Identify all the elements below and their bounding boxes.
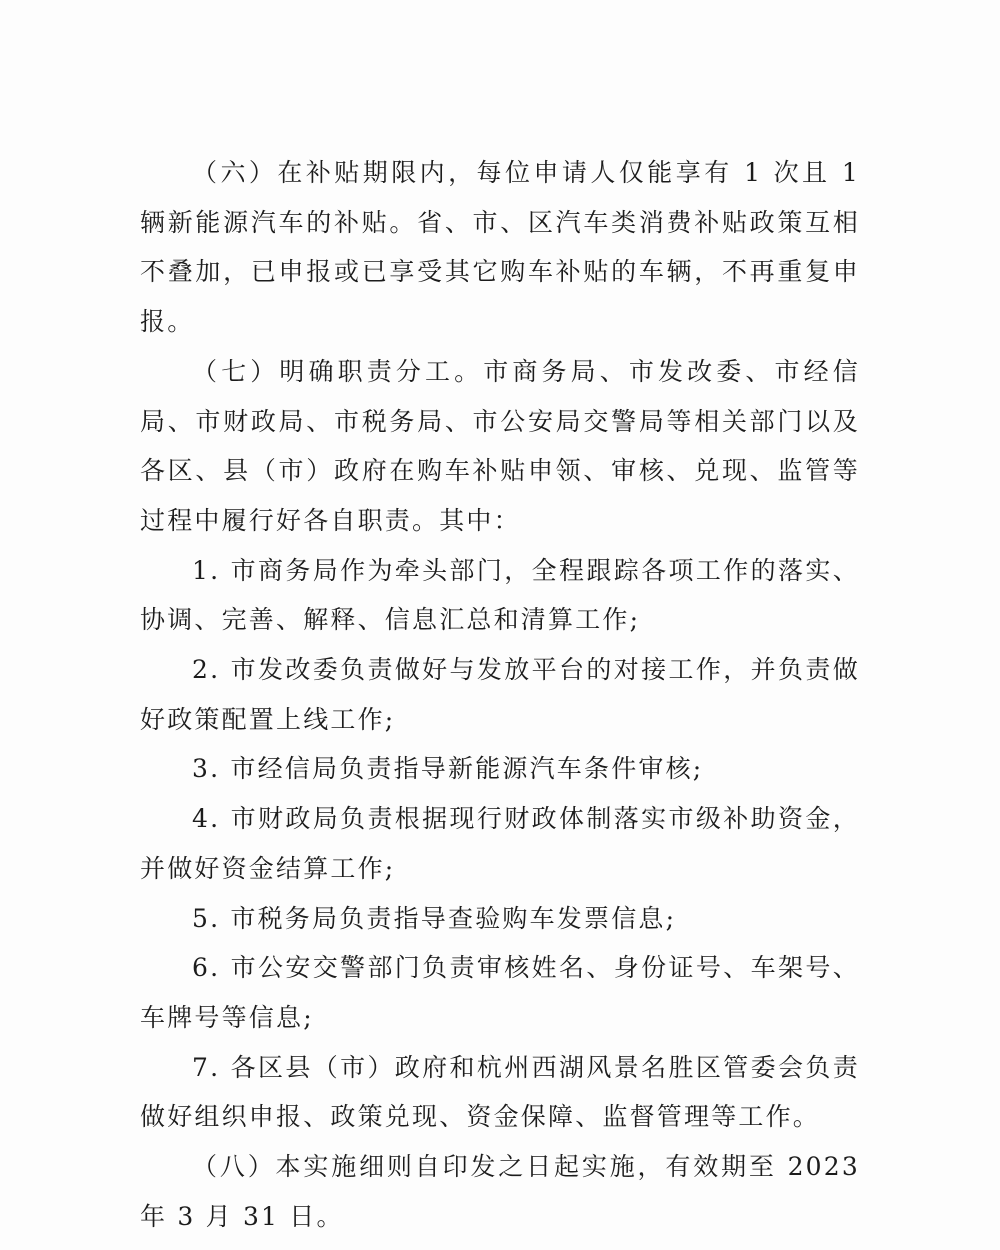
list-item-district-governments: 7. 各区县（市）政府和杭州西湖风景名胜区管委会负责做好组织申报、政策兑现、资金保障、监督管理等工作。 xyxy=(140,1052,860,1132)
document-body xyxy=(140,148,860,1241)
paragraph-responsibilities: （七）明确职责分工。市商务局、市发改委、市经信局、市财政局、市税务局、市公安局交警局等相关部门以及各区、县（市）政府在购车补贴申领、审核、兑现、监管等过程中履行好各自职责。其中： xyxy=(140,356,860,535)
list-item-traffic-police: 6. 市公安交警部门负责审核姓名、身份证号、车架号、车牌号等信息; xyxy=(140,953,860,1032)
list-item-development-reform-commission: 2. 市发改委负责做好与发放平台的对接工作，并负责做好政策配置上线工作; xyxy=(140,655,860,734)
list-item-tax-bureau: 5. 市税务局负责指导查验购车发票信息; xyxy=(192,903,677,933)
paragraph-effective-date: （八）本实施细则自印发之日起实施，有效期至 2023 年 3 月 31 日。 xyxy=(140,1152,860,1231)
paragraph-subsidy-limit: （六）在补贴期限内，每位申请人仅能享有 1 次且 1 辆新能源汽车的补贴。省、市、区汽车类消费补贴政策互相不叠加，已申报或已享受其它购车补贴的车辆，不再重复申报。 xyxy=(140,158,860,337)
list-item-commerce-bureau: 1. 市商务局作为牵头部门，全程跟踪各项工作的落实、协调、完善、解释、信息汇总和清算工作; xyxy=(140,555,860,635)
list-item-finance-bureau: 4. 市财政局负责根据现行财政体制落实市级补助资金，并做好资金结算工作; xyxy=(140,804,860,883)
list-item-economy-information-bureau: 3. 市经信局负责指导新能源汽车条件审核; xyxy=(192,754,704,784)
